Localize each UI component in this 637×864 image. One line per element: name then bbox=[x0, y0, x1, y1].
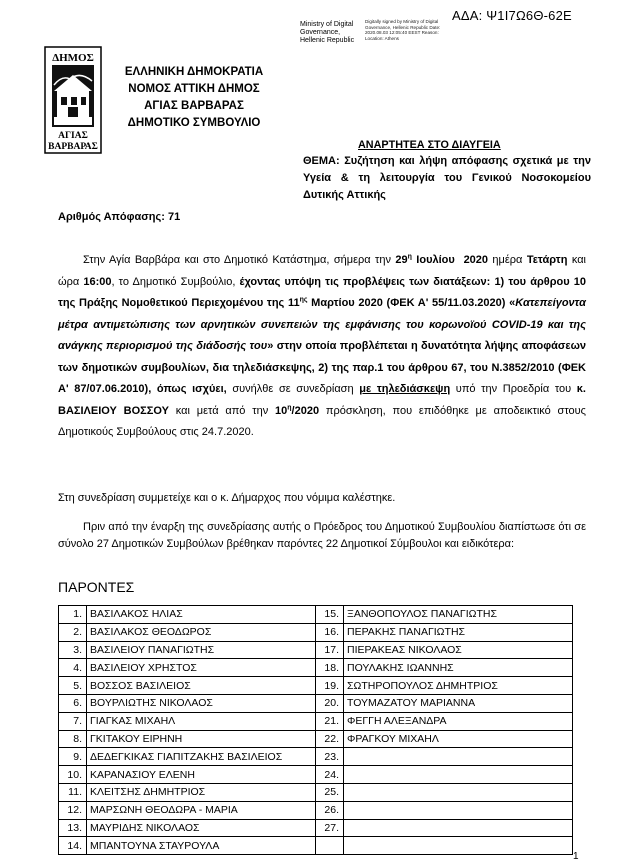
member-name: ΜΑΡΣΩΝΗ ΘΕΟΔΩΡΑ - ΜΑΡΙΑ bbox=[87, 801, 316, 819]
table-row bbox=[59, 623, 573, 641]
body-text: πρόσκληση, που επιδόθηκε με αποδεικτικό στους Δημοτικούς Συμβούλους στις 24.7.2020. bbox=[58, 404, 586, 438]
decision-number: Αριθμός Απόφασης: 71 bbox=[58, 211, 181, 223]
body-text: και ώρα bbox=[58, 254, 586, 288]
member-name: ΒΑΣΙΛΕΙΟΥ ΠΑΝΑΓΙΩΤΗΣ bbox=[87, 641, 316, 659]
row-number: 7. bbox=[59, 712, 87, 730]
row-number: 14. bbox=[59, 837, 87, 855]
member-name: ΦΡΑΓΚΟΥ ΜΙΧΑΗΛ bbox=[344, 730, 573, 748]
table-row bbox=[59, 837, 573, 855]
member-name: ΒΑΣΙΛΕΙΟΥ ΧΡΗΣΤΟΣ bbox=[87, 659, 316, 677]
table-row bbox=[59, 677, 573, 695]
mayor-paragraph: Στη συνεδρίαση συμμετείχε και ο κ. Δήμαρχος που νόμιμα καλέστηκε. bbox=[58, 492, 396, 504]
row-number: 12. bbox=[59, 801, 87, 819]
table-row bbox=[59, 659, 573, 677]
present-table-body bbox=[59, 606, 573, 855]
member-name bbox=[344, 801, 573, 819]
meeting-day-sup: η bbox=[407, 253, 412, 261]
meeting-year: 2020 bbox=[463, 254, 489, 266]
legal-provisions: Μαρτίου 2020 (ΦΕΚ Α' 55/11.03.2020) « bbox=[307, 297, 516, 309]
row-number: 8. bbox=[59, 730, 87, 748]
ada-code: ΑΔΑ: Ψ1Ι7Ω6Θ-62Ε bbox=[452, 8, 572, 23]
row-number: 11. bbox=[59, 783, 87, 801]
row-number: 15. bbox=[316, 606, 344, 624]
present-title: ΠΑΡΟΝΤΕΣ bbox=[58, 579, 135, 595]
table-row bbox=[59, 641, 573, 659]
member-name: ΒΑΣΙΛΑΚΟΣ ΘΕΟΔΩΡΟΣ bbox=[87, 623, 316, 641]
row-number: 1. bbox=[59, 606, 87, 624]
svg-text:ΑΓΙΑΣ: ΑΓΙΑΣ bbox=[58, 131, 88, 141]
row-number: 3. bbox=[59, 641, 87, 659]
row-number: 16. bbox=[316, 623, 344, 641]
row-number: 9. bbox=[59, 748, 87, 766]
table-row bbox=[59, 730, 573, 748]
invitation-year: /2020 bbox=[291, 404, 320, 417]
row-number bbox=[316, 837, 344, 855]
logo-top-text: ΔΗΜΟΣ bbox=[52, 52, 94, 64]
header-line-1: ΕΛΛΗΝΙΚΗ ΔΗΜΟΚΡΑΤΙΑ bbox=[124, 66, 264, 78]
member-name: ΦΕΓΓΗ ΑΛΕΞΑΝΔΡΑ bbox=[344, 712, 573, 730]
posted-notice: ΑΝΑΡΤΗΤΕΑ ΣΤΟ ΔΙΑΥΓΕΙΑ bbox=[358, 139, 501, 151]
row-number: 20. bbox=[316, 694, 344, 712]
table-row bbox=[59, 801, 573, 819]
table-row bbox=[59, 694, 573, 712]
member-name: ΠΕΡΑΚΗΣ ΠΑΝΑΓΙΩΤΗΣ bbox=[344, 623, 573, 641]
row-number: 17. bbox=[316, 641, 344, 659]
member-name: ΠΟΥΛΑΚΗΣ ΙΩΑΝΝΗΣ bbox=[344, 659, 573, 677]
legal-provisions: » στην οποία προβλέπεται η δυνατότητα λήψης αποφάσεων των δημοτικών συμβουλίων, δια τηλεδιάσκεψης, 2) της παρ.1 του άρθρου 67, του Ν.3852/2010 (ΦΕΚ Α' 87/07.06.2010), όπως ισχύει, bbox=[58, 340, 586, 395]
row-number: 27. bbox=[316, 819, 344, 837]
teleconference: με τηλεδιάσκεψη bbox=[359, 383, 451, 395]
subject: ΘΕΜΑ: Συζήτηση και λήψη απόφασης σχετικά με την Υγεία & τη λειτουργία του Γενικού Νοσοκομείου Δυτικής Αττικής bbox=[303, 155, 591, 201]
signature-details: Digitally signed by Ministry of Digital Governance, Hellenic Republic Date: 2020.08.03 12:05:40 EEST Reason: Location: Athens bbox=[365, 19, 441, 41]
row-number: 26. bbox=[316, 801, 344, 819]
member-name: ΞΑΝΘΟΠΟΥΛΟΣ ΠΑΝΑΓΙΩΤΗΣ bbox=[344, 606, 573, 624]
member-name: ΒΑΣΙΛΑΚΟΣ ΗΛΙΑΣ bbox=[87, 606, 316, 624]
member-name: ΤΟΥΜΑΖΑΤΟΥ ΜΑΡΙΑΝΝΑ bbox=[344, 694, 573, 712]
member-name: ΓΚΙΤΑΚΟΥ ΕΙΡΗΝΗ bbox=[87, 730, 316, 748]
legal-provisions: έχοντας υπόψη τις προβλέψεις των διατάξεων: 1) του άρθρου 10 της Πράξης Νομοθετικού Περιεχομένου της 11 bbox=[58, 275, 587, 309]
invitation-number: 10 bbox=[275, 404, 288, 417]
header-line-2: ΝΟΜΟΣ ΑΤΤΙΚΗ ΔΗΜΟΣ bbox=[128, 83, 260, 95]
row-number: 24. bbox=[316, 766, 344, 784]
body-text: Στην Αγία Βαρβάρα και στο Δημοτικό Κατάστημα, σήμερα την bbox=[83, 254, 396, 266]
member-name bbox=[344, 783, 573, 801]
body-text: και μετά από την bbox=[168, 404, 276, 417]
row-number: 22. bbox=[316, 730, 344, 748]
row-number: 21. bbox=[316, 712, 344, 730]
row-number: 4. bbox=[59, 659, 87, 677]
legal-provisions-sup: ης bbox=[299, 296, 308, 304]
row-number: 23. bbox=[316, 748, 344, 766]
municipality-logo bbox=[42, 45, 104, 157]
row-number: 5. bbox=[59, 677, 87, 695]
member-name: ΒΟΣΣΟΣ ΒΑΣΙΛΕΙΟΣ bbox=[87, 677, 316, 695]
header-line-3: ΑΓΙΑΣ ΒΑΡΒΑΡΑΣ bbox=[144, 100, 244, 112]
row-number: 25. bbox=[316, 783, 344, 801]
quorum-paragraph: Πριν από την έναρξη της συνεδρίασης αυτής ο Πρόεδρος του Δημοτικού Συμβουλίου διαπίστωσε ότι σε σύνολο 27 Δημοτικών Συμβούλων βρέθηκαν παρόντες 22 Δημοτικοί Σύμβουλοι και ειδικότερα: bbox=[58, 521, 586, 550]
document-header bbox=[103, 64, 285, 132]
meeting-weekday: Τετάρτη bbox=[526, 254, 568, 266]
meeting-time: 16:00 bbox=[83, 275, 112, 288]
page-number: 1 bbox=[573, 851, 579, 862]
member-name: ΠΙΕΡΑΚΕΑΣ ΝΙΚΟΛΑΟΣ bbox=[344, 641, 573, 659]
row-number: 18. bbox=[316, 659, 344, 677]
row-number: 2. bbox=[59, 623, 87, 641]
body-text: ημέρα bbox=[488, 254, 527, 266]
table-row bbox=[59, 819, 573, 837]
member-name bbox=[344, 766, 573, 784]
row-number: 13. bbox=[59, 819, 87, 837]
main-paragraph bbox=[58, 250, 586, 444]
row-number: 19. bbox=[316, 677, 344, 695]
body-text: , το Δημοτικό Συμβούλιο, bbox=[111, 275, 240, 288]
member-name: ΒΟΥΡΛΙΩΤΗΣ ΝΙΚΟΛΑΟΣ bbox=[87, 694, 316, 712]
body-text: υπό την Προεδρία του bbox=[450, 383, 577, 395]
member-name: ΜΑΥΡΙΔΗΣ ΝΙΚΟΛΑΟΣ bbox=[87, 819, 316, 837]
member-name bbox=[344, 837, 573, 855]
member-name bbox=[344, 748, 573, 766]
member-name: ΚΑΡΑΝΑΣΙΟΥ ΕΛΕΝΗ bbox=[87, 766, 316, 784]
table-row bbox=[59, 766, 573, 784]
member-name: ΚΛΕΙΤΣΗΣ ΔΗΜΗΤΡΙΟΣ bbox=[87, 783, 316, 801]
table-row bbox=[59, 712, 573, 730]
act-title: Κατεπείγοντα μέτρα αντιμετώπισης των αρνητικών συνεπειών της εμφάνισης του κορωνοϊού COVID-19 και της ανάγκης περιορισμού της διάδοσής του bbox=[58, 297, 586, 352]
table-row bbox=[59, 606, 573, 624]
table-row bbox=[59, 783, 573, 801]
meeting-day: 29 bbox=[395, 254, 408, 266]
header-line-4: ΔΗΜΟΤΙΚΟ ΣΥΜΒΟΥΛΙΟ bbox=[127, 117, 261, 129]
member-name bbox=[344, 819, 573, 837]
invitation-sup: η bbox=[287, 403, 292, 411]
signature-label: Ministry of Digital Governance, Hellenic Republic bbox=[300, 21, 355, 44]
svg-text:ΒΑΡΒΑΡΑΣ: ΒΑΡΒΑΡΑΣ bbox=[48, 142, 98, 152]
row-number: 6. bbox=[59, 694, 87, 712]
president-name: κ. ΒΑΣΙΛΕΙΟΥ ΒΟΣΣΟΥ bbox=[58, 383, 586, 417]
member-name: ΣΩΤΗΡΟΠΟΥΛΟΣ ΔΗΜΗΤΡΙΟΣ bbox=[344, 677, 573, 695]
member-name: ΓΙΑΓΚΑΣ ΜΙΧΑΗΛ bbox=[87, 712, 316, 730]
table-row bbox=[59, 748, 573, 766]
member-name: ΔΕΔΕΓΚΙΚΑΣ ΓΙΑΠΙΤΖΑΚΗΣ ΒΑΣΙΛΕΙΟΣ bbox=[87, 748, 316, 766]
body-text: συνήλθε σε συνεδρίαση bbox=[226, 383, 360, 395]
meeting-month: Ιουλίου bbox=[411, 254, 455, 266]
member-name: ΜΠΑΝΤΟΥΝΑ ΣΤΑΥΡΟΥΛΑ bbox=[87, 837, 316, 855]
present-table bbox=[58, 605, 573, 855]
row-number: 10. bbox=[59, 766, 87, 784]
